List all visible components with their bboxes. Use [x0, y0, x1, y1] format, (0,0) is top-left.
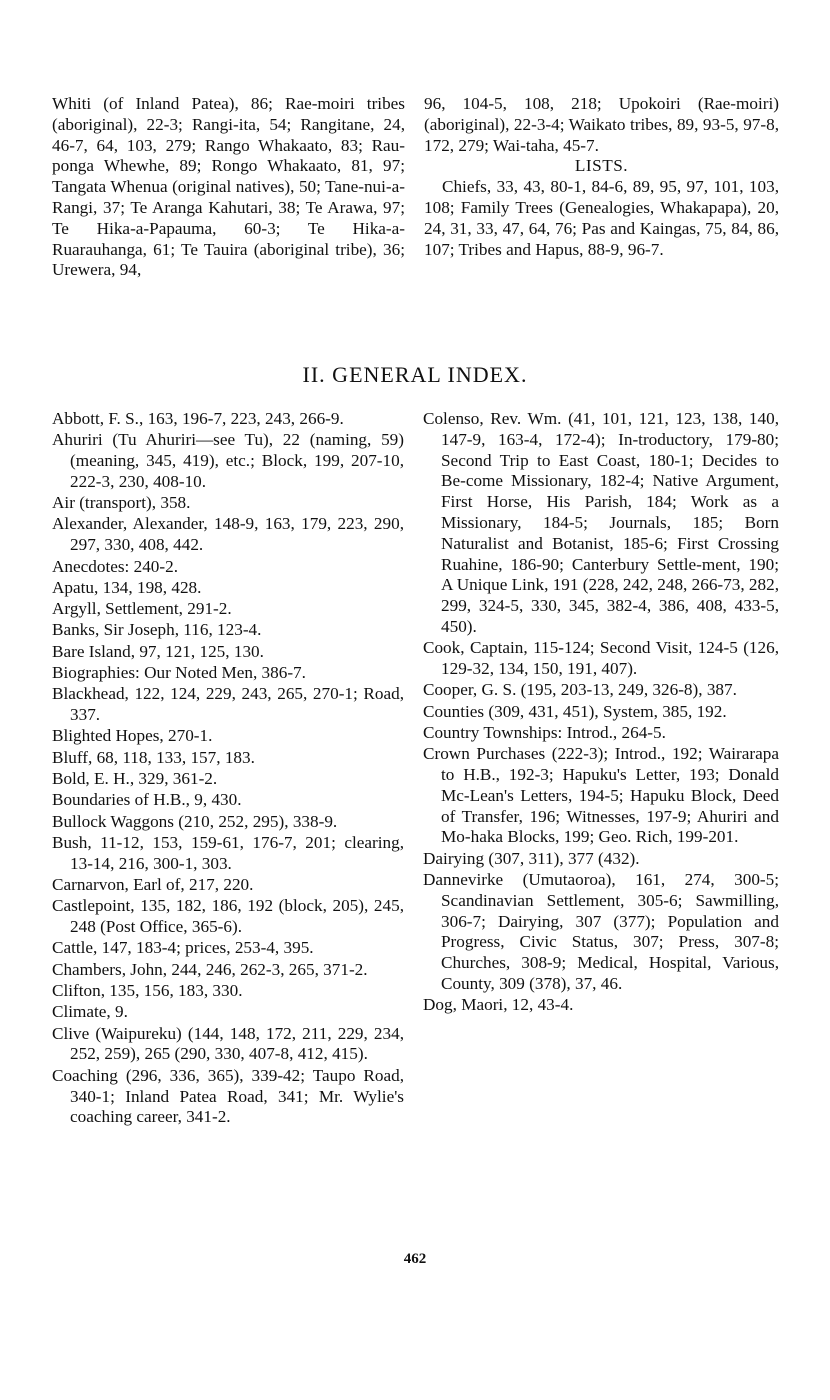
lists-text: Chiefs, 33, 43, 80-1, 84-6, 89, 95, 97, 101, 103, 108; Family Trees (Genealogies, Whakapapa), 20, 24, 31, 33, 47, 64, 76; Pas and Kaingas, 75, 84, 86, 107; Tribes and Hapus, 88-9, 96-7.: [424, 177, 779, 259]
index-entry: Clifton, 135, 156, 183, 330.: [52, 981, 243, 1001]
index-entry: Chambers, John, 244, 246, 262-3, 265, 371-2.: [52, 959, 368, 979]
index-entry: Bare Island, 97, 121, 125, 130.: [52, 641, 264, 661]
index-entry: Cook, Captain, 115-124; Second Visit, 124-5 (126, 129-32, 134, 150, 191, 407).: [423, 638, 779, 679]
index-entry: Clive (Waipureku) (144, 148, 172, 211, 229, 234, 252, 259), 265 (290, 330, 407-8, 412, 415).: [52, 1023, 404, 1064]
index-entry: Carnarvon, Earl of, 217, 220.: [52, 875, 254, 895]
index-entry: Ahuriri (Tu Ahuriri—see Tu), 22 (naming, 59) (meaning, 345, 419), etc.; Block, 199, 207-10, 222-3, 230, 408-10.: [52, 430, 404, 491]
index-entry: Abbott, F. S., 163, 196-7, 223, 243, 266-9.: [52, 409, 344, 428]
index-entry: Counties (309, 431, 451), System, 385, 192.: [423, 701, 727, 721]
general-index-right-column: [423, 409, 779, 1017]
index-entry: Argyll, Settlement, 291-2.: [52, 599, 232, 619]
index-entry: Alexander, Alexander, 148-9, 163, 179, 223, 290, 297, 330, 408, 442.: [52, 514, 404, 555]
index-entry: Boundaries of H.B., 9, 430.: [52, 790, 242, 810]
tribes-continued-right-column: [424, 94, 779, 260]
tribes-continued-left-column: [52, 94, 405, 281]
index-entry: Dog, Maori, 12, 43-4.: [423, 995, 574, 1015]
index-entry: Country Townships: Introd., 264-5.: [423, 722, 666, 742]
page-number: 462: [403, 1251, 427, 1267]
tribes-continued-text-end: 96, 104-5, 108, 218; Upokoiri (Rae-moiri) (aboriginal), 22-3-4; Waikato tribes, 89, 93-5, 97-8, 172, 279; Wai-taha, 45-7.: [424, 94, 779, 155]
index-entry: Cooper, G. S. (195, 203-13, 249, 326-8), 387.: [423, 680, 737, 700]
general-index-left-column: [52, 409, 404, 1129]
index-entry: Cattle, 147, 183-4; prices, 253-4, 395.: [52, 938, 314, 958]
index-entry: Anecdotes: 240-2.: [52, 556, 179, 576]
index-entry: Apatu, 134, 198, 428.: [52, 577, 202, 597]
index-entry: Dannevirke (Umutaoroa), 161, 274, 300-5; Scandinavian Settlement, 305-6; Sawmilling, 306-7; Dairying, 307 (377); Population and Progress, Civic Status, 307; Press, 307-8; Churches, 308-9; Medical, Hospital, Various, County, 309 (378), 37, 46.: [423, 870, 779, 994]
index-entry: Dairying (307, 311), 377 (432).: [423, 848, 640, 868]
index-entry: Climate, 9.: [52, 1002, 128, 1022]
index-entry: Banks, Sir Joseph, 116, 123-4.: [52, 620, 262, 640]
index-entry: Blackhead, 122, 124, 229, 243, 265, 270-1; Road, 337.: [52, 684, 404, 725]
index-entry: Bold, E. H., 329, 361-2.: [52, 769, 218, 789]
index-entry: Crown Purchases (222-3); Introd., 192; Wairarapa to H.B., 192-3; Hapuku's Letter, 193; Donald Mc-Lean's Letters, 194-5; Hapuku Block, Deed of Transfer, 196; Witnesses, 197-9; Ahuriri and Mo-haka Blocks, 199; Geo. Rich, 199-201.: [423, 744, 779, 847]
index-entry: Air (transport), 358.: [52, 493, 191, 513]
lists-heading: LISTS.: [574, 156, 629, 176]
index-entry: Colenso, Rev. Wm. (41, 101, 121, 123, 138, 140, 147-9, 163-4, 172-4); In-troductory, 179-80; Second Trip to East Coast, 180-1; Decides to Be-come Missionary, 182-4; Native Argument, First Horse, His Parish, 184; Work as a Missionary, 184-5; Journals, 185; Born Naturalist and Botanist, 185-6; First Crossing Ruahine, 186-90; Canterbury Settle-ment, 190; A Unique Link, 191 (228, 242, 248, 266-73, 282, 299, 324-5, 330, 345, 382-4, 386, 408, 433-5, 450).: [423, 409, 780, 636]
index-entry: Castlepoint, 135, 182, 186, 192 (block, 205), 245, 248 (Post Office, 365-6).: [52, 896, 404, 937]
index-entry: Bush, 11-12, 153, 159-61, 176-7, 201; clearing, 13-14, 216, 300-1, 303.: [52, 832, 404, 873]
index-entry: Blighted Hopes, 270-1.: [52, 726, 213, 746]
index-entry: Biographies: Our Noted Men, 386-7.: [52, 663, 306, 683]
tribes-continued-text: Whiti (of Inland Patea), 86; Rae-moiri tribes (aboriginal), 22-3; Rangi-ita, 54; Rangitane, 24, 46-7, 64, 103, 279; Rango Whakaato, 83; Rau-ponga Whewhe, 89; Rongo Whakaato, 81, 97; Tangata Whenua (original natives), 50; Tane-nui-a-Rangi, 37; Te Aranga Kahutari, 38; Te Arawa, 97; Te Hika-a-Papauma, 60-3; Te Hika-a-Ruarauhanga, 61; Te Tauira (aboriginal tribe), 36; Urewera, 94,: [52, 94, 405, 280]
general-index-title: II. GENERAL INDEX.: [302, 362, 528, 387]
index-entry: Bluff, 68, 118, 133, 157, 183.: [52, 747, 255, 767]
index-entry: Coaching (296, 336, 365), 339-42; Taupo Road, 340-1; Inland Patea Road, 341; Mr. Wylie's coaching career, 341-2.: [52, 1065, 404, 1127]
index-entry: Bullock Waggons (210, 252, 295), 338-9.: [52, 811, 338, 831]
